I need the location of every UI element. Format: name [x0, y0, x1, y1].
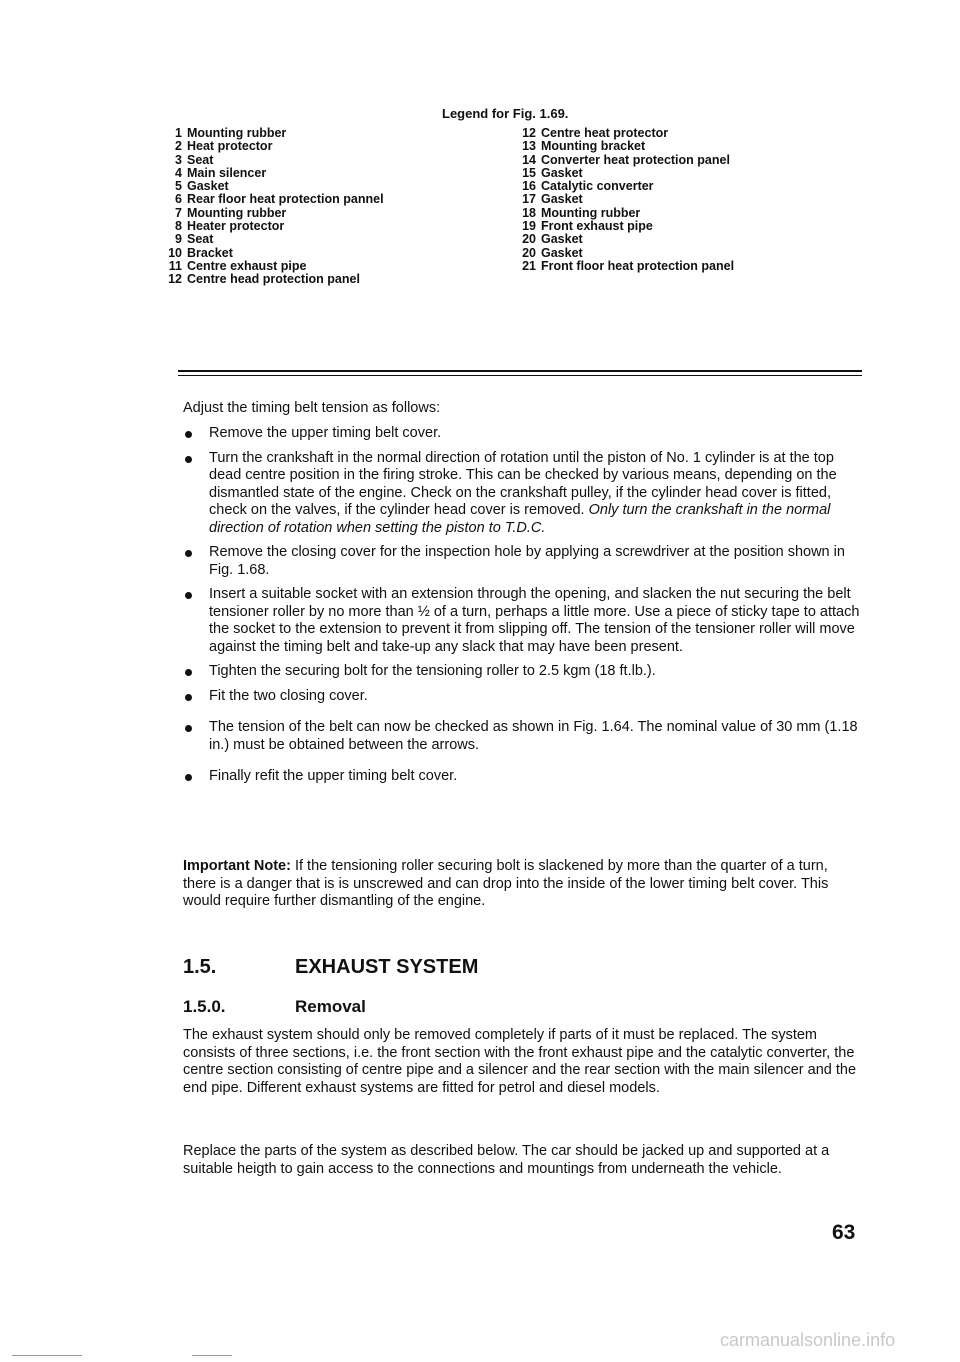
legend-item-label: Centre exhaust pipe	[187, 258, 307, 273]
list-item-text: Tighten the securing bolt for the tensioning roller to 2.5 kgm (18 ft.lb.).	[209, 663, 656, 679]
legend-item	[512, 260, 734, 273]
list-item	[183, 586, 863, 656]
legend-item-number: 20	[522, 232, 536, 247]
legend-item-label: Mounting rubber	[187, 126, 287, 140]
list-item-text: Finally refit the upper timing belt cover.	[209, 768, 458, 784]
legend-item-label: Centre heat protector	[541, 126, 669, 140]
procedure-list	[183, 425, 863, 793]
legend-item	[512, 233, 734, 246]
list-item	[183, 663, 863, 681]
legend-item-number: 11	[168, 258, 182, 273]
legend-item-number: 13	[522, 139, 536, 154]
legend-item	[158, 207, 384, 220]
bullet-icon	[185, 669, 192, 676]
legend-item	[512, 140, 734, 153]
section-paragraph-2: Replace the parts of the system as described below. The car should be jacked up and supported at a suitable heigth to gain access to the connections and mountings from underneath the vehicle.	[183, 1143, 830, 1177]
list-item-text: Turn the crankshaft in the normal direction of rotation until the piston of No. 1 cylinder is at the top dead centre position in the firing stroke. This can be checked by various means, depending on the dismantled state of the engine. Check on the crankshaft pulley, if the cylinder head cover is fitted, check on the valves, if the cylinder head cover is removed.	[209, 449, 837, 518]
legend-item-label: Gasket	[541, 192, 583, 207]
list-item-text: Remove the upper timing belt cover.	[209, 425, 442, 441]
legend-item-label: Gasket	[187, 179, 229, 194]
legend-item-number: 14	[522, 152, 536, 167]
legend-item-number: 16	[522, 179, 536, 194]
list-item	[183, 719, 863, 754]
legend-item	[158, 247, 384, 260]
legend-item-label: Gasket	[541, 165, 583, 180]
legend-item-label: Mounting bracket	[541, 139, 646, 154]
footer-line	[192, 1355, 232, 1356]
subsection-title: Removal	[295, 997, 366, 1016]
legend-item	[158, 233, 384, 246]
bullet-icon	[185, 592, 192, 599]
legend-item-number: 2	[175, 139, 182, 154]
page-number: 63	[832, 1221, 856, 1244]
legend-item	[158, 193, 384, 206]
list-item	[183, 425, 863, 443]
list-item-text: Insert a suitable socket with an extension through the opening, and slacken the nut securing the belt tensioner roller by no more than ½ of a turn, perhaps a little more. Use a piece of sticky tape to attach the socket to the extension to prevent it from slipping off. The tension of the tensioner roller will move against the timing belt and take-up any slack that may have been present.	[209, 586, 860, 655]
bullet-icon	[185, 774, 192, 781]
legend-item-label: Gasket	[541, 232, 583, 247]
intro-paragraph: Adjust the timing belt tension as follows:	[183, 400, 441, 416]
legend-item-label: Front floor heat protection panel	[541, 258, 735, 273]
list-item-emphasis: Only turn the crankshaft in the normal direction of rotation when setting the piston to T.D.C.	[209, 502, 831, 536]
watermark: carmanualsonline.info	[720, 1330, 896, 1350]
legend-item	[512, 167, 734, 180]
list-item-text: Remove the closing cover for the inspection hole by applying a screwdriver at the position shown in Fig. 1.68.	[209, 544, 845, 578]
legend-left-column	[158, 127, 384, 287]
legend-item	[158, 260, 384, 273]
legend-item	[512, 180, 734, 193]
bullet-icon	[185, 725, 192, 732]
legend-item-label: Front exhaust pipe	[541, 219, 653, 234]
legend-item-label: Seat	[187, 232, 214, 247]
important-note	[183, 858, 863, 911]
note-label: Important Note:	[183, 858, 291, 874]
legend-item-number: 10	[168, 245, 182, 260]
legend-item	[512, 193, 734, 206]
legend-item	[512, 220, 734, 233]
bullet-icon	[185, 456, 192, 463]
section-heading	[183, 956, 478, 979]
legend-item-number: 12	[168, 272, 182, 287]
legend-item-number: 17	[522, 192, 536, 207]
bullet-icon	[185, 694, 192, 701]
divider-rule-thin	[178, 375, 862, 376]
legend-item	[158, 154, 384, 167]
legend-item-label: Mounting rubber	[541, 205, 641, 220]
list-item	[183, 450, 863, 538]
bullet-icon	[185, 431, 192, 438]
legend-item-label: Catalytic converter	[541, 179, 654, 194]
legend-item-number: 5	[175, 179, 182, 194]
legend-item-number: 9	[175, 232, 182, 247]
legend-item-label: Bracket	[187, 245, 233, 260]
section-number: 1.5.	[183, 956, 217, 978]
divider-rule	[178, 370, 862, 372]
list-item	[183, 688, 863, 706]
subsection-number: 1.5.0.	[183, 997, 226, 1016]
legend-item-label: Rear floor heat protection pannel	[187, 192, 384, 207]
subsection-heading	[183, 997, 366, 1017]
legend-item-number: 18	[522, 205, 536, 220]
legend-item-number: 20	[522, 245, 536, 260]
legend-item-number: 1	[175, 126, 182, 140]
legend-item-label: Gasket	[541, 245, 583, 260]
list-item-text: Fit the two closing cover.	[209, 687, 368, 704]
legend-item-label: Main silencer	[187, 165, 267, 180]
note-text: If the tensioning roller securing bolt is slackened by more than the quarter of a turn, there is a danger that is is unscrewed and can drop into the inside of the lower timing belt cover. This would require further dismantling of the engine.	[183, 858, 829, 909]
legend-item	[158, 273, 384, 286]
legend-item	[512, 154, 734, 167]
legend-item	[158, 180, 384, 193]
section-paragraph-1: The exhaust system should only be removed completely if parts of it must be replaced. The system consists of three sections, i.e. the front section with the front exhaust pipe and the catalytic converter, the centre section consisting of centre pipe and a silencer and the rear section with the main silencer and the end pipe. Different exhaust systems are fitted for petrol and diesel models.	[183, 1027, 857, 1096]
legend-item-label: Heater protector	[187, 219, 285, 234]
legend-item-label: Centre head protection panel	[187, 272, 360, 287]
list-item-text: The tension of the belt can now be checked as shown in Fig. 1.64. The nominal value of 30 mm (1.18 in.) must be obtained between the arrows.	[209, 719, 858, 753]
legend-item-number: 7	[175, 205, 182, 220]
legend-item-number: 19	[522, 219, 536, 234]
legend-item-number: 6	[175, 192, 182, 207]
legend-item	[158, 127, 384, 140]
legend-item-number: 12	[522, 126, 536, 140]
legend-item-label: Seat	[187, 152, 214, 167]
legend-item-label: Mounting rubber	[187, 205, 287, 220]
section-title: EXHAUST SYSTEM	[295, 956, 479, 978]
legend-item-number: 4	[175, 165, 182, 180]
legend-item-number: 8	[175, 219, 182, 234]
legend-item-number: 21	[522, 258, 536, 273]
legend-item	[158, 220, 384, 233]
footer-line	[12, 1355, 82, 1356]
legend-title: Legend for Fig. 1.69.	[442, 106, 569, 121]
legend-item-label: Converter heat protection panel	[541, 152, 730, 167]
legend-item-label: Heat protector	[187, 139, 273, 154]
legend-item-number: 15	[522, 165, 536, 180]
list-item	[183, 544, 863, 579]
legend-item	[512, 207, 734, 220]
bullet-icon	[185, 550, 192, 557]
legend-item	[158, 140, 384, 153]
legend-right-column	[512, 127, 734, 273]
list-item	[183, 768, 863, 786]
legend-item	[512, 247, 734, 260]
legend-item-number: 3	[175, 152, 182, 167]
legend-item	[158, 167, 384, 180]
legend-item	[512, 127, 734, 140]
